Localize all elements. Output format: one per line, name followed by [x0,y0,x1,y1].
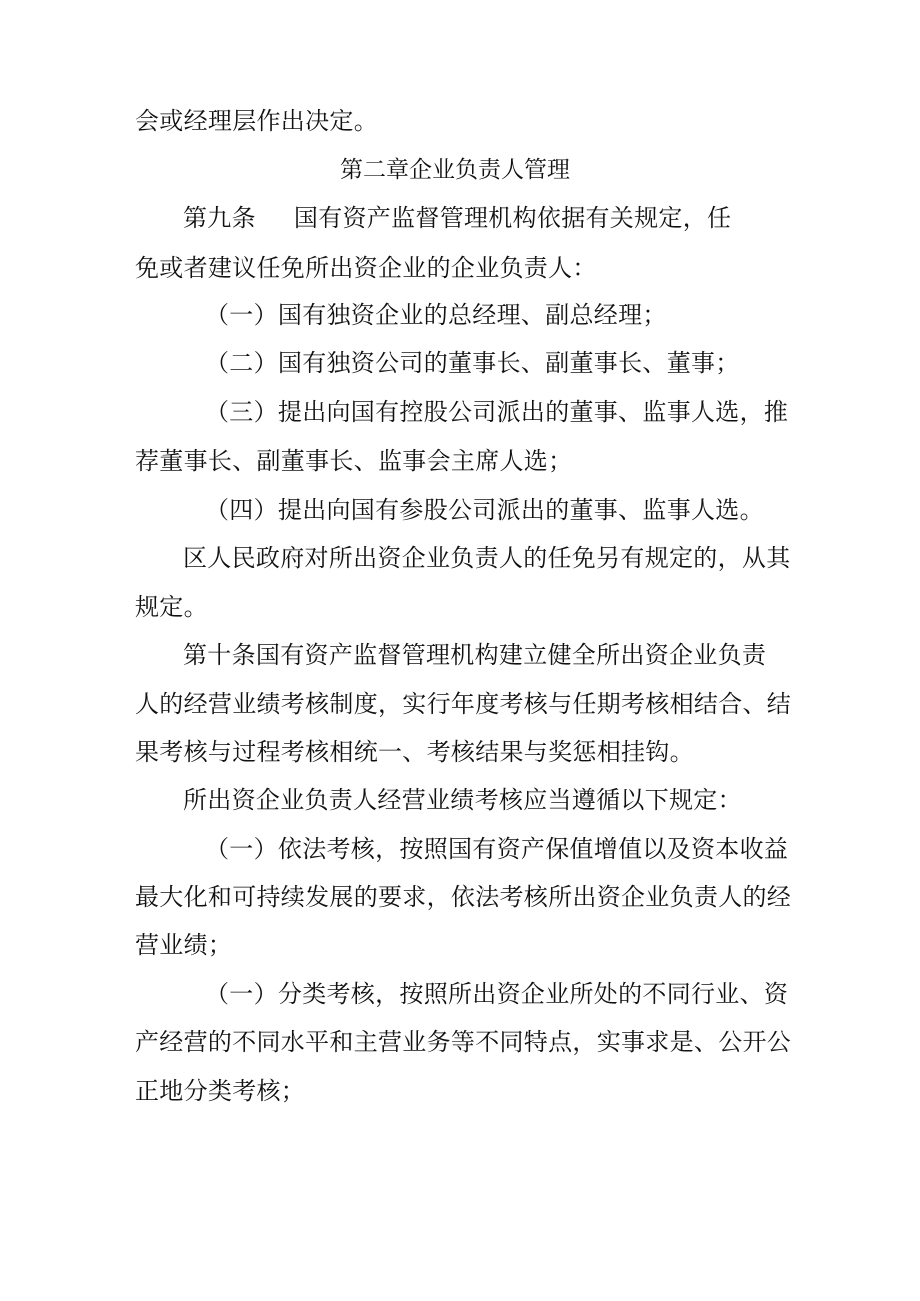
article-9-first-line [183,203,731,233]
text-line: 产经营的不同水平和主营业务等不同特点，实事求是、公开公 [135,1028,792,1056]
text-line: 免或者建议任免所出资企业的企业负责人： [135,254,597,282]
text-line: 荐董事长、副董事长、监事会主席人选； [135,447,573,475]
text-line: 正地分类考核； [135,1077,306,1105]
list-item: （一）依法考核，按照国有资产保值增值以及资本收益 [205,835,789,863]
text-line: 人的经营业绩考核制度，实行年度考核与任期考核相结合、结 [135,690,792,718]
list-item: （一）国有独资企业的总经理、副总经理； [205,301,667,329]
list-item: （三）提出向国有控股公司派出的董事、监事人选，推 [205,398,789,426]
text-line: 规定。 [135,593,208,621]
text-line: 果考核与过程考核相统一、考核结果与奖惩相挂钩。 [135,738,694,766]
text-line: 最大化和可持续发展的要求，依法考核所出资企业负责人的经 [135,883,792,911]
article-9-text: 国有资产监督管理机构依据有关规定，任 [293,204,732,232]
list-item: （四）提出向国有参股公司派出的董事、监事人选。 [205,496,764,524]
article-10-line: 第十条国有资产监督管理机构建立健全所出资企业负责 [183,641,767,669]
text-line: 会或经理层作出决定。 [135,107,378,135]
chapter-heading: 第二章企业负责人管理 [340,157,570,183]
article-9-label: 第九条 [183,204,256,232]
list-item: （一）分类考核，按照所出资企业所处的不同行业、资 [205,980,789,1008]
paragraph-line: 区人民政府对所出资企业负责人的任免另有规定的，从其 [183,544,791,572]
text-line: 营业绩； [135,931,233,959]
paragraph-line: 所出资企业负责人经营业绩考核应当遵循以下规定： [183,786,742,814]
list-item: （二）国有独资公司的董事长、副董事长、董事； [205,349,740,377]
